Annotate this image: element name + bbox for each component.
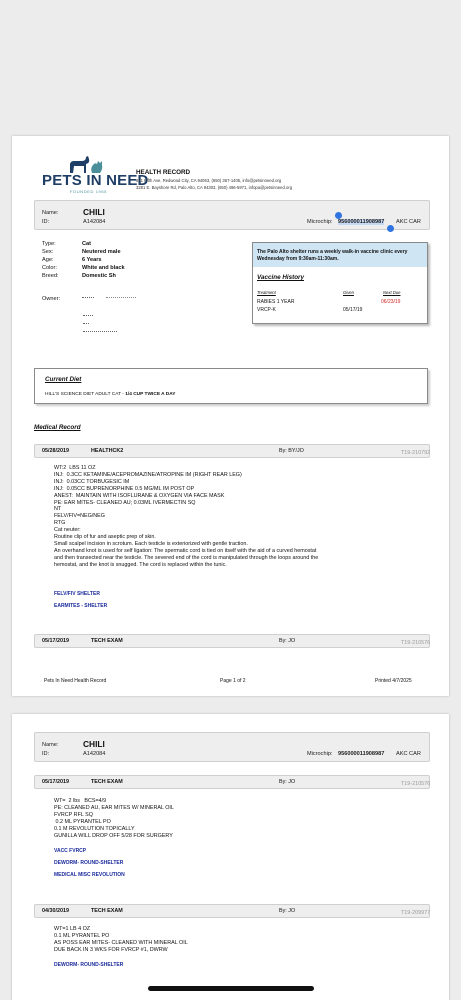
- microchip-number[interactable]: 956000011908987: [338, 219, 385, 225]
- record-type: TECH EXAM: [91, 779, 123, 785]
- header-title: HEALTH RECORD: [136, 169, 191, 176]
- record-date: 04/30/2019: [42, 908, 69, 914]
- footer-page-number: Page 1 of 2: [220, 678, 246, 684]
- record-by: By: JO: [279, 908, 296, 914]
- breed-label: Breed:: [42, 273, 59, 279]
- current-diet-text: HILL'S SCIENCE DIET ADULT CAT - 1/4 CUP TWICE A DAY: [45, 392, 176, 397]
- vaccine-next-due-rabies: 06/23/19: [381, 299, 401, 305]
- record-ref: T19-210792: [401, 450, 431, 456]
- record-type: TECH EXAM: [91, 638, 123, 644]
- health-record-page-2: [12, 714, 449, 1000]
- header-address-1: 871 Fifth Ave, Redwood City, CA 94063, (650) 367-1405, info@petsinneed.org: [136, 178, 282, 183]
- record-ref: T19-210576: [401, 781, 431, 787]
- microchip-label: Microchip:: [307, 751, 333, 757]
- record-type: HEALTHCK2: [91, 448, 124, 454]
- owner-redacted: [80, 296, 160, 342]
- id-label: ID:: [42, 219, 50, 225]
- record-type: TECH EXAM: [91, 908, 123, 914]
- col-given: Given: [343, 290, 354, 295]
- microchip-suffix: AKC CAR: [396, 219, 421, 225]
- col-next-due: Next Due: [383, 290, 401, 295]
- record-by: By: JO: [279, 638, 296, 644]
- medical-record-title: Medical Record: [34, 424, 81, 431]
- record-tag: EARMITES - SHELTER: [54, 603, 108, 609]
- patient-name: CHILI: [83, 739, 105, 749]
- color-value: White and black: [82, 265, 125, 271]
- vaccine-treatment-vrcp: VRCP-K: [257, 307, 276, 313]
- record-ref: T19-210576: [401, 640, 431, 646]
- microchip-label: Microchip:: [307, 219, 333, 225]
- patient-name: CHILI: [83, 207, 105, 217]
- selection-end-handle[interactable]: [387, 225, 394, 232]
- record-tag: DEWORM- ROUND-SHELTER: [54, 962, 124, 968]
- name-label: Name:: [42, 742, 59, 748]
- footer-left: Pets In Need Health Record: [44, 678, 107, 684]
- record-ref: T19-209977: [401, 910, 431, 916]
- id-label: ID:: [42, 751, 50, 757]
- selection-start-handle[interactable]: [335, 212, 342, 219]
- record-notes-3: WT=1 LB 4 OZ 0.1 ML PYRANTEL PO AS POSS EAR MITES- CLEANED WITH MINERAL OIL DUE BACK IN 3 WKS FOR FVRCP #1, DWRW: [54, 926, 188, 953]
- record-date: 05/17/2019: [42, 779, 69, 785]
- current-diet-title: Current Diet: [45, 376, 82, 383]
- record-notes-1: WT:2 LBS 11 OZ INJ: 0.3CC KETAMINE/ACEPROMAZINE/ATROPINE IM (RIGHT REAR LEG) INJ: 0.03CC TORBUGESIC IM INJ: 0.05CC BUPRENORPHINE 0.5 MG/ML IM POST OP ANEST: MAINTAIN WITH ISOFLURANE & OXYGEN VIA FACE MASK PE: EAR MITES- CLEANED AU; 0.03ML IVERMECTIN SQ NT FELV/FIV=NEG/NEG RTG Cat neuter: Routine clip of fur and aseptic prep of skin. Small scalpel incision in scrotum. Each testicle is exteriorized with gentle traction. An overhand knot is used for self ligation: The spermatic cord is tied on itself with the aid of a curved hemostat and then transected near the testicle. The severed end of the cord is manipulated through the loops around the hemostat, and the knot is snugged. The cord is replaced within the tunic.: [54, 465, 319, 568]
- type-label: Type:: [42, 241, 56, 247]
- logo-subtitle: FOUNDED 1965: [70, 189, 107, 194]
- record-notes-2: WT= 2 lbs BCS=4/9 PE: CLEANED AU, EAR MITES W/ MINERAL OIL FVRCP RFL SQ 0.2 ML PYRANTEL PO 0.1 M REVOLUTION TOPICALLY GUNILLA WILL DROP OFF 5/28 FOR SURGERY: [54, 798, 174, 839]
- pets-silhouette-icon: [64, 154, 108, 174]
- vaccine-history-box: [252, 242, 428, 324]
- record-tag: VACC FVRCP: [54, 848, 87, 854]
- patient-id: A142084: [83, 219, 106, 225]
- record-header-1: [34, 444, 430, 458]
- home-indicator[interactable]: [148, 986, 314, 991]
- vaccine-clinic-notice: The Palo Alto shelter runs a weekly walk-in vaccine clinic every Wednesday from 9:30am-11:30am.: [257, 249, 408, 262]
- age-value: 6 Years: [82, 257, 102, 263]
- breed-value: Domestic Sh: [82, 273, 116, 279]
- microchip-number: 956000011908987: [338, 751, 385, 757]
- record-by: By: BY/JO: [279, 448, 304, 454]
- record-tag: FELV/FIV SHELTER: [54, 591, 100, 597]
- microchip-suffix: AKC CAR: [396, 751, 421, 757]
- name-label: Name:: [42, 210, 59, 216]
- record-header-2: [34, 775, 430, 789]
- vaccine-treatment-rabies: RABIES 1 YEAR: [257, 299, 295, 305]
- health-record-page-1: [12, 136, 449, 696]
- record-date: 05/17/2019: [42, 638, 69, 644]
- patient-header-box: [34, 200, 430, 230]
- record-date: 05/28/2019: [42, 448, 69, 454]
- record-by: By: JO: [279, 779, 296, 785]
- patient-header-box: [34, 732, 430, 762]
- color-label: Color:: [42, 265, 57, 271]
- patient-id: A142084: [83, 751, 106, 757]
- sex-label: Sex:: [42, 249, 54, 255]
- header-address-2: 3281 E. Bayshore Rd, Palo Alto, CA 94303, (650) 496-5971, infopa@petsinneed.org: [136, 185, 293, 190]
- footer-printed-date: Printed 4/7/2025: [375, 678, 412, 684]
- col-treatment: Treatment: [257, 290, 276, 295]
- age-label: Age:: [42, 257, 54, 263]
- record-header-2: [34, 634, 430, 648]
- record-tag: DEWORM- ROUND-SHELTER: [54, 860, 124, 866]
- vaccine-history-title: Vaccine History: [257, 274, 305, 281]
- owner-label: Owner:: [42, 296, 61, 302]
- vaccine-given-vrcp: 05/17/19: [343, 307, 363, 313]
- logo-wordmark: PETS IN NEED: [42, 172, 149, 189]
- record-tag: MEDICAL MISC REVOLUTION: [54, 872, 125, 878]
- type-value: Cat: [82, 241, 92, 247]
- sex-value: Neutered male: [82, 249, 121, 255]
- record-header-3: [34, 904, 430, 918]
- current-diet-box: [34, 368, 428, 404]
